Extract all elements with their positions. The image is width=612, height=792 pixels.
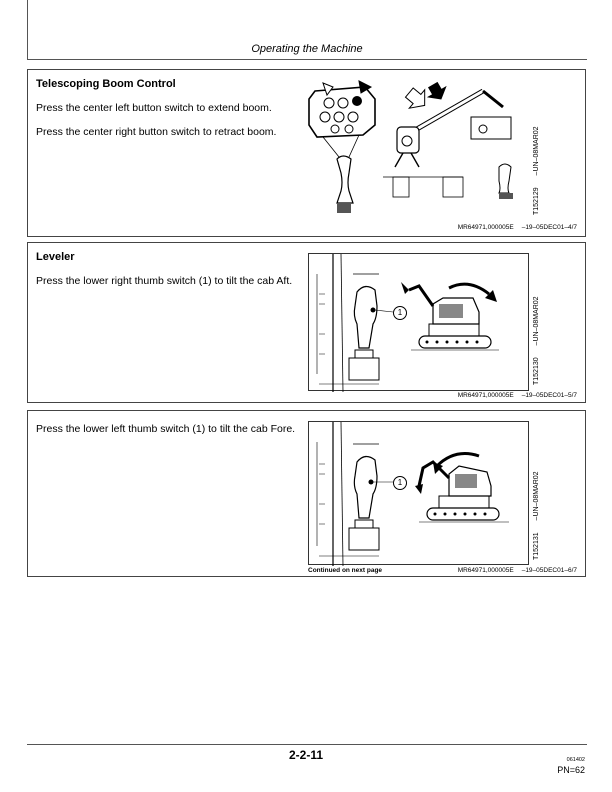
reference-code (458, 392, 577, 399)
paragraph: Press the lower right thumb switch (1) to tilt the cab Aft. (36, 275, 293, 287)
figure-code: –UN–08MAR02 (533, 471, 540, 521)
section-leveler (27, 242, 586, 403)
reference-code (458, 224, 577, 231)
pn-label: PN=62 (557, 765, 585, 775)
figure-id-label (533, 471, 540, 560)
figure-id: T152131 (533, 532, 540, 560)
figure-code: –UN–08MAR02 (533, 296, 540, 346)
ref-date: –19–05DEC01–5/7 (521, 392, 577, 399)
figure-id: T152129 (533, 187, 540, 215)
joystick-tilt-aft-drawing (309, 254, 530, 392)
leveler-aft-illustration (308, 253, 529, 391)
callout-1: 1 (393, 306, 407, 320)
ref-code: MR64971,000005E (457, 567, 514, 574)
ref-date: –19–05DEC01–4/7 (521, 224, 577, 231)
figure-code: –UN–08MAR02 (533, 126, 540, 176)
section-telescoping-boom (27, 69, 586, 237)
ref-code: MR64971,000005E (457, 392, 514, 399)
callout-1: 1 (393, 476, 407, 490)
joystick-boom-drawing (303, 77, 528, 223)
ref-date: –19–05DEC01–6/7 (521, 567, 577, 574)
paragraph: Press the center left button switch to extend boom. (36, 102, 272, 114)
page-header-title: Operating the Machine (251, 43, 363, 55)
continued-note: Continued on next page (308, 567, 383, 574)
footer-rule (27, 744, 587, 745)
header-rule (27, 59, 587, 60)
section-title: Telescoping Boom Control (36, 78, 176, 90)
figure-id-label (533, 296, 540, 385)
date-code: 061402 (566, 757, 585, 763)
reference-code (458, 567, 577, 574)
joystick-tilt-fore-drawing (309, 422, 530, 566)
section-leveler-fore (27, 410, 586, 577)
figure-id-label (533, 126, 540, 215)
boom-control-illustration (303, 77, 528, 223)
section-title: Leveler (36, 251, 75, 263)
ref-code: MR64971,000005E (457, 224, 514, 231)
page-number: 2-2-11 (288, 748, 324, 762)
paragraph: Press the lower left thumb switch (1) to tilt the cab Fore. (36, 423, 296, 435)
figure-id: T152130 (533, 357, 540, 385)
leveler-fore-illustration (308, 421, 529, 565)
paragraph: Press the center right button switch to retract boom. (36, 126, 277, 138)
